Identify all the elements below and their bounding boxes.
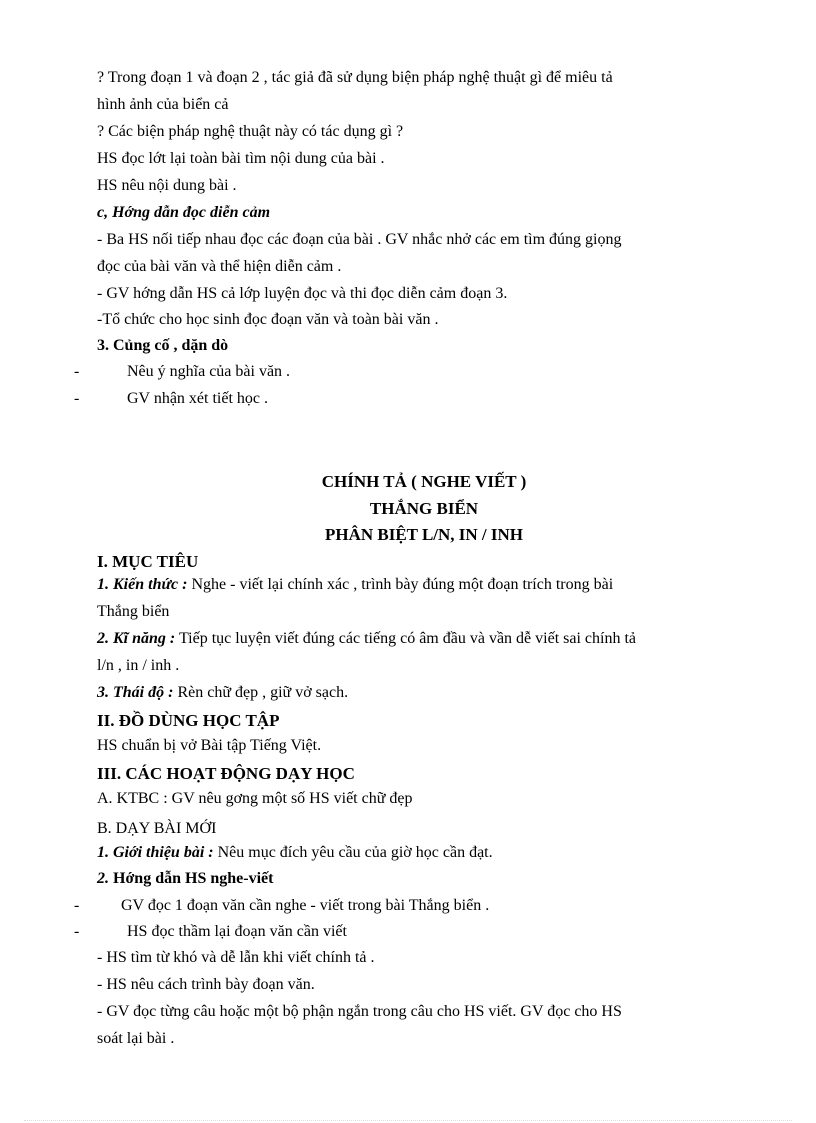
section-heading: III. CÁC HOẠT ĐỘNG DẠY HỌC: [97, 764, 355, 783]
lesson-title: THẮNG BIỂN: [369, 499, 479, 518]
objective-label: 1. Kiến thức :: [97, 576, 188, 593]
text-line: soát lại bài .: [97, 1030, 175, 1047]
text-line: A. KTBC : GV nêu gơng một số HS viết chữ đẹp: [97, 790, 413, 807]
question-line: ? Trong đoạn 1 và đoạn 2 , tác giả đã sử dụng biện pháp nghệ thuật gì để miêu tả: [97, 69, 613, 86]
text-line: B. DẠY BÀI MỚI: [97, 820, 217, 837]
objective-text: Nghe - viết lại chính xác , trình bày đúng một đoạn trích trong bài: [187, 576, 614, 593]
activity-label: 2.: [97, 870, 109, 887]
text-line: HS đọc lớt lại toàn bài tìm nội dung của bài .: [97, 150, 385, 167]
activity-line: [97, 843, 493, 863]
objective-line: [97, 575, 613, 595]
objective-label: 3. Thái độ :: [97, 684, 174, 701]
activity-text: Hớng dẫn HS nghe-viết: [109, 870, 274, 887]
text-line: HS chuẩn bị vở Bài tập Tiếng Việt.: [97, 737, 322, 754]
text-line: -Tổ chức cho học sinh đọc đoạn văn và toàn bài văn .: [97, 311, 439, 328]
bullet-dash: -: [74, 897, 80, 914]
section-heading: II. ĐỒ DÙNG HỌC TẬP: [97, 711, 280, 730]
question-line: ? Các biện pháp nghệ thuật này có tác dụng gì ?: [97, 123, 404, 140]
bullet-item: GV nhận xét tiết học .: [127, 390, 269, 407]
activity-label: 1. Giới thiệu bài :: [97, 844, 214, 861]
lesson-title: PHÂN BIỆT L/N, IN / INH: [324, 525, 524, 544]
text-line: - HS tìm từ khó và dễ lẫn khi viết chính tả .: [97, 949, 375, 966]
objective-text: Rèn chữ đẹp , giữ vở sạch.: [173, 684, 349, 701]
bullet-item: Nêu ý nghĩa của bài văn .: [127, 363, 291, 380]
question-line: hình ảnh của biển cả: [97, 96, 229, 113]
objective-line: [97, 683, 348, 703]
bullet-item: HS đọc thầm lại đoạn văn cần viết: [127, 923, 347, 940]
activity-line: [97, 869, 273, 889]
text-line: - Ba HS nối tiếp nhau đọc các đoạn của bài . GV nhắc nhở các em tìm đúng giọng: [97, 231, 622, 248]
objective-text: Tiếp tục luyện viết đúng các tiếng có âm đầu và vần dễ viết sai chính tả: [175, 630, 637, 647]
text-line: - HS nêu cách trình bày đoạn văn.: [97, 976, 315, 993]
bullet-item: GV đọc 1 đoạn văn cần nghe - viết trong bài Thắng biển .: [121, 897, 490, 914]
subheading: 3. Củng cố , dặn dò: [97, 337, 229, 354]
page-divider: [24, 1120, 792, 1121]
text-line: HS nêu nội dung bài .: [97, 177, 237, 194]
text-line: Thắng biển: [97, 603, 170, 620]
text-line: - GV hớng dẫn HS cả lớp luyện đọc và thi đọc diễn cảm đoạn 3.: [97, 285, 508, 302]
objective-line: [97, 629, 636, 649]
activity-text: Nêu mục đích yêu cầu của giờ học cần đạt.: [213, 844, 493, 861]
bullet-dash: -: [74, 363, 80, 380]
text-line: l/n , in / inh .: [97, 657, 180, 674]
text-line: đọc của bài văn và thể hiện diễn cảm .: [97, 258, 342, 275]
lesson-title: CHÍNH TẢ ( NGHE VIẾT ): [321, 472, 527, 491]
text-line: - GV đọc từng câu hoặc một bộ phận ngắn trong câu cho HS viết. GV đọc cho HS: [97, 1003, 622, 1020]
bullet-dash: -: [74, 923, 80, 940]
objective-label: 2. Kĩ năng :: [97, 630, 176, 647]
section-heading: I. MỤC TIÊU: [97, 552, 199, 571]
bullet-dash: -: [74, 390, 80, 407]
subheading: c, Hớng dẫn đọc diễn cảm: [97, 204, 271, 221]
